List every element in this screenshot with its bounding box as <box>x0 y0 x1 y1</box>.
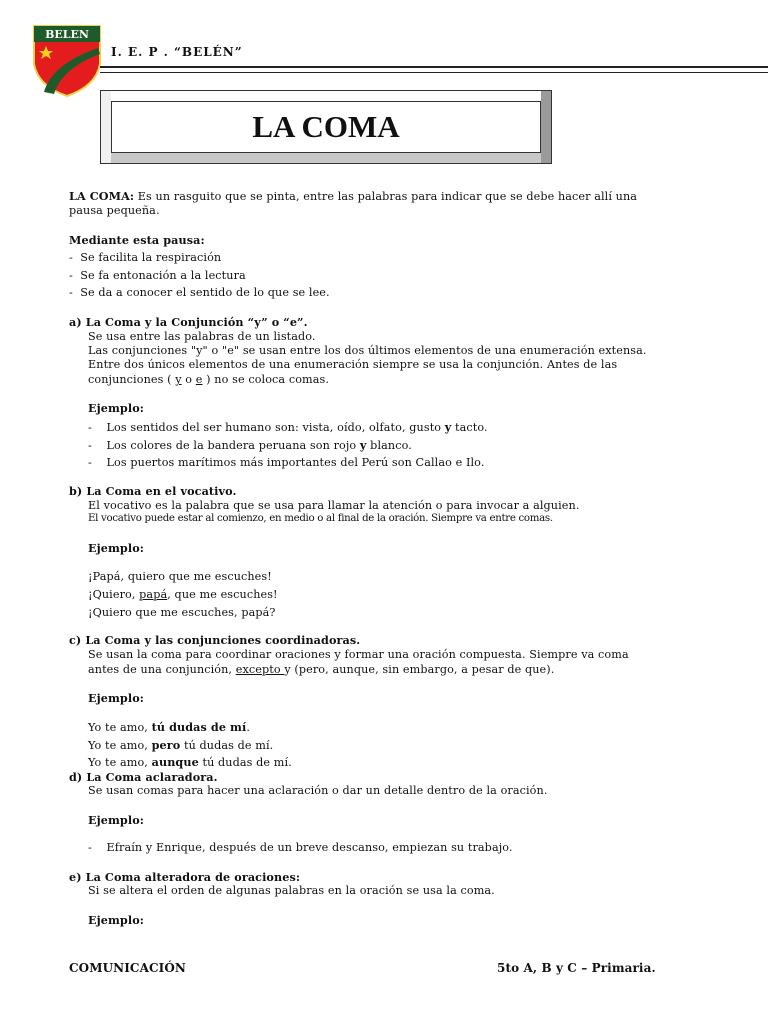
example-item: - Los puertos marítimos más importantes del Perú son Callao e Ilo. <box>88 456 485 469</box>
header-divider <box>100 66 768 73</box>
example-item: ¡Quiero que me escuches, papá? <box>88 606 276 619</box>
example-item: ¡Quiero, papá, que me escuches! <box>88 588 278 601</box>
school-name: I. E. P . “BELÉN” <box>111 45 243 59</box>
section-c-line: Se usan la coma para coordinar oraciones y formar una oración compuesta. Siempre va coma <box>88 648 629 661</box>
list-item: - Se facilita la respiración <box>69 251 222 264</box>
section-d-heading: d) La Coma aclaradora. <box>69 770 218 784</box>
example-label: Ejemplo: <box>88 913 144 927</box>
section-a-heading: a) La Coma y la Conjunción “y” o “e”. <box>69 315 308 329</box>
school-crest-logo <box>32 24 102 98</box>
example-label: Ejemplo: <box>88 401 144 415</box>
section-a-line: Se usa entre las palabras de un listado. <box>88 330 316 343</box>
example-item: - Los colores de la bandera peruana son rojo y blanco. <box>88 438 412 452</box>
list-item: - Se fa entonación a la lectura <box>69 269 246 282</box>
example-label: Ejemplo: <box>88 541 144 555</box>
example-label: Ejemplo: <box>88 691 144 705</box>
example-item: Yo te amo, aunque tú dudas de mí. <box>88 755 292 769</box>
section-a-line: Las conjunciones "y" o "e" se usan entre los dos últimos elementos de una enumeración extensa. <box>88 344 647 357</box>
example-item: Yo te amo, pero tú dudas de mí. <box>88 738 274 752</box>
svg-text:BELEN: BELEN <box>45 28 89 41</box>
section-b-line: El vocativo es la palabra que se usa para llamar la atención o para invocar a alguien. <box>88 499 580 512</box>
section-c-line: antes de una conjunción, excepto y (pero, aunque, sin embargo, a pesar de que). <box>88 663 555 676</box>
example-item: ¡Papá, quiero que me escuches! <box>88 570 272 583</box>
example-item: Yo te amo, tú dudas de mí. <box>88 720 251 734</box>
section-b-heading: b) La Coma en el vocativo. <box>69 484 237 498</box>
section-e-line: Si se altera el orden de algunas palabras en la oración se usa la coma. <box>88 884 495 897</box>
example-item: - Efraín y Enrique, después de un breve descanso, empiezan su trabajo. <box>88 841 513 854</box>
list-item: - Se da a conocer el sentido de lo que se lee. <box>69 286 330 299</box>
section-d-line: Se usan comas para hacer una aclaración o dar un detalle dentro de la oración. <box>88 784 548 797</box>
section-b-line: El vocativo puede estar al comienzo, en medio o al final de la oración. Siempre va entre comas. <box>88 513 553 524</box>
title-box <box>100 90 552 164</box>
intro-line-1: LA COMA: Es un rasguito que se pinta, entre las palabras para indicar que se debe hacer allí una <box>69 189 638 203</box>
footer-subject: COMUNICACIÓN <box>69 961 186 975</box>
section-c-heading: c) La Coma y las conjunciones coordinadoras. <box>69 633 361 647</box>
footer-grade: 5to A, B y C – Primaria. <box>497 961 656 975</box>
example-item: - Los sentidos del ser humano son: vista, oído, olfato, gusto y tacto. <box>88 420 488 434</box>
intro-line-2: pausa pequeña. <box>69 204 160 217</box>
section-a-line: conjunciones ( y o e ) no se coloca comas. <box>88 373 330 386</box>
section-a-line: Entre dos únicos elementos de una enumeración siempre se usa la conjunción. Antes de las <box>88 358 618 371</box>
pausa-heading: Mediante esta pausa: <box>69 233 205 247</box>
example-label: Ejemplo: <box>88 813 144 827</box>
section-e-heading: e) La Coma alteradora de oraciones: <box>69 870 301 884</box>
page-title: LA COMA <box>252 109 400 144</box>
